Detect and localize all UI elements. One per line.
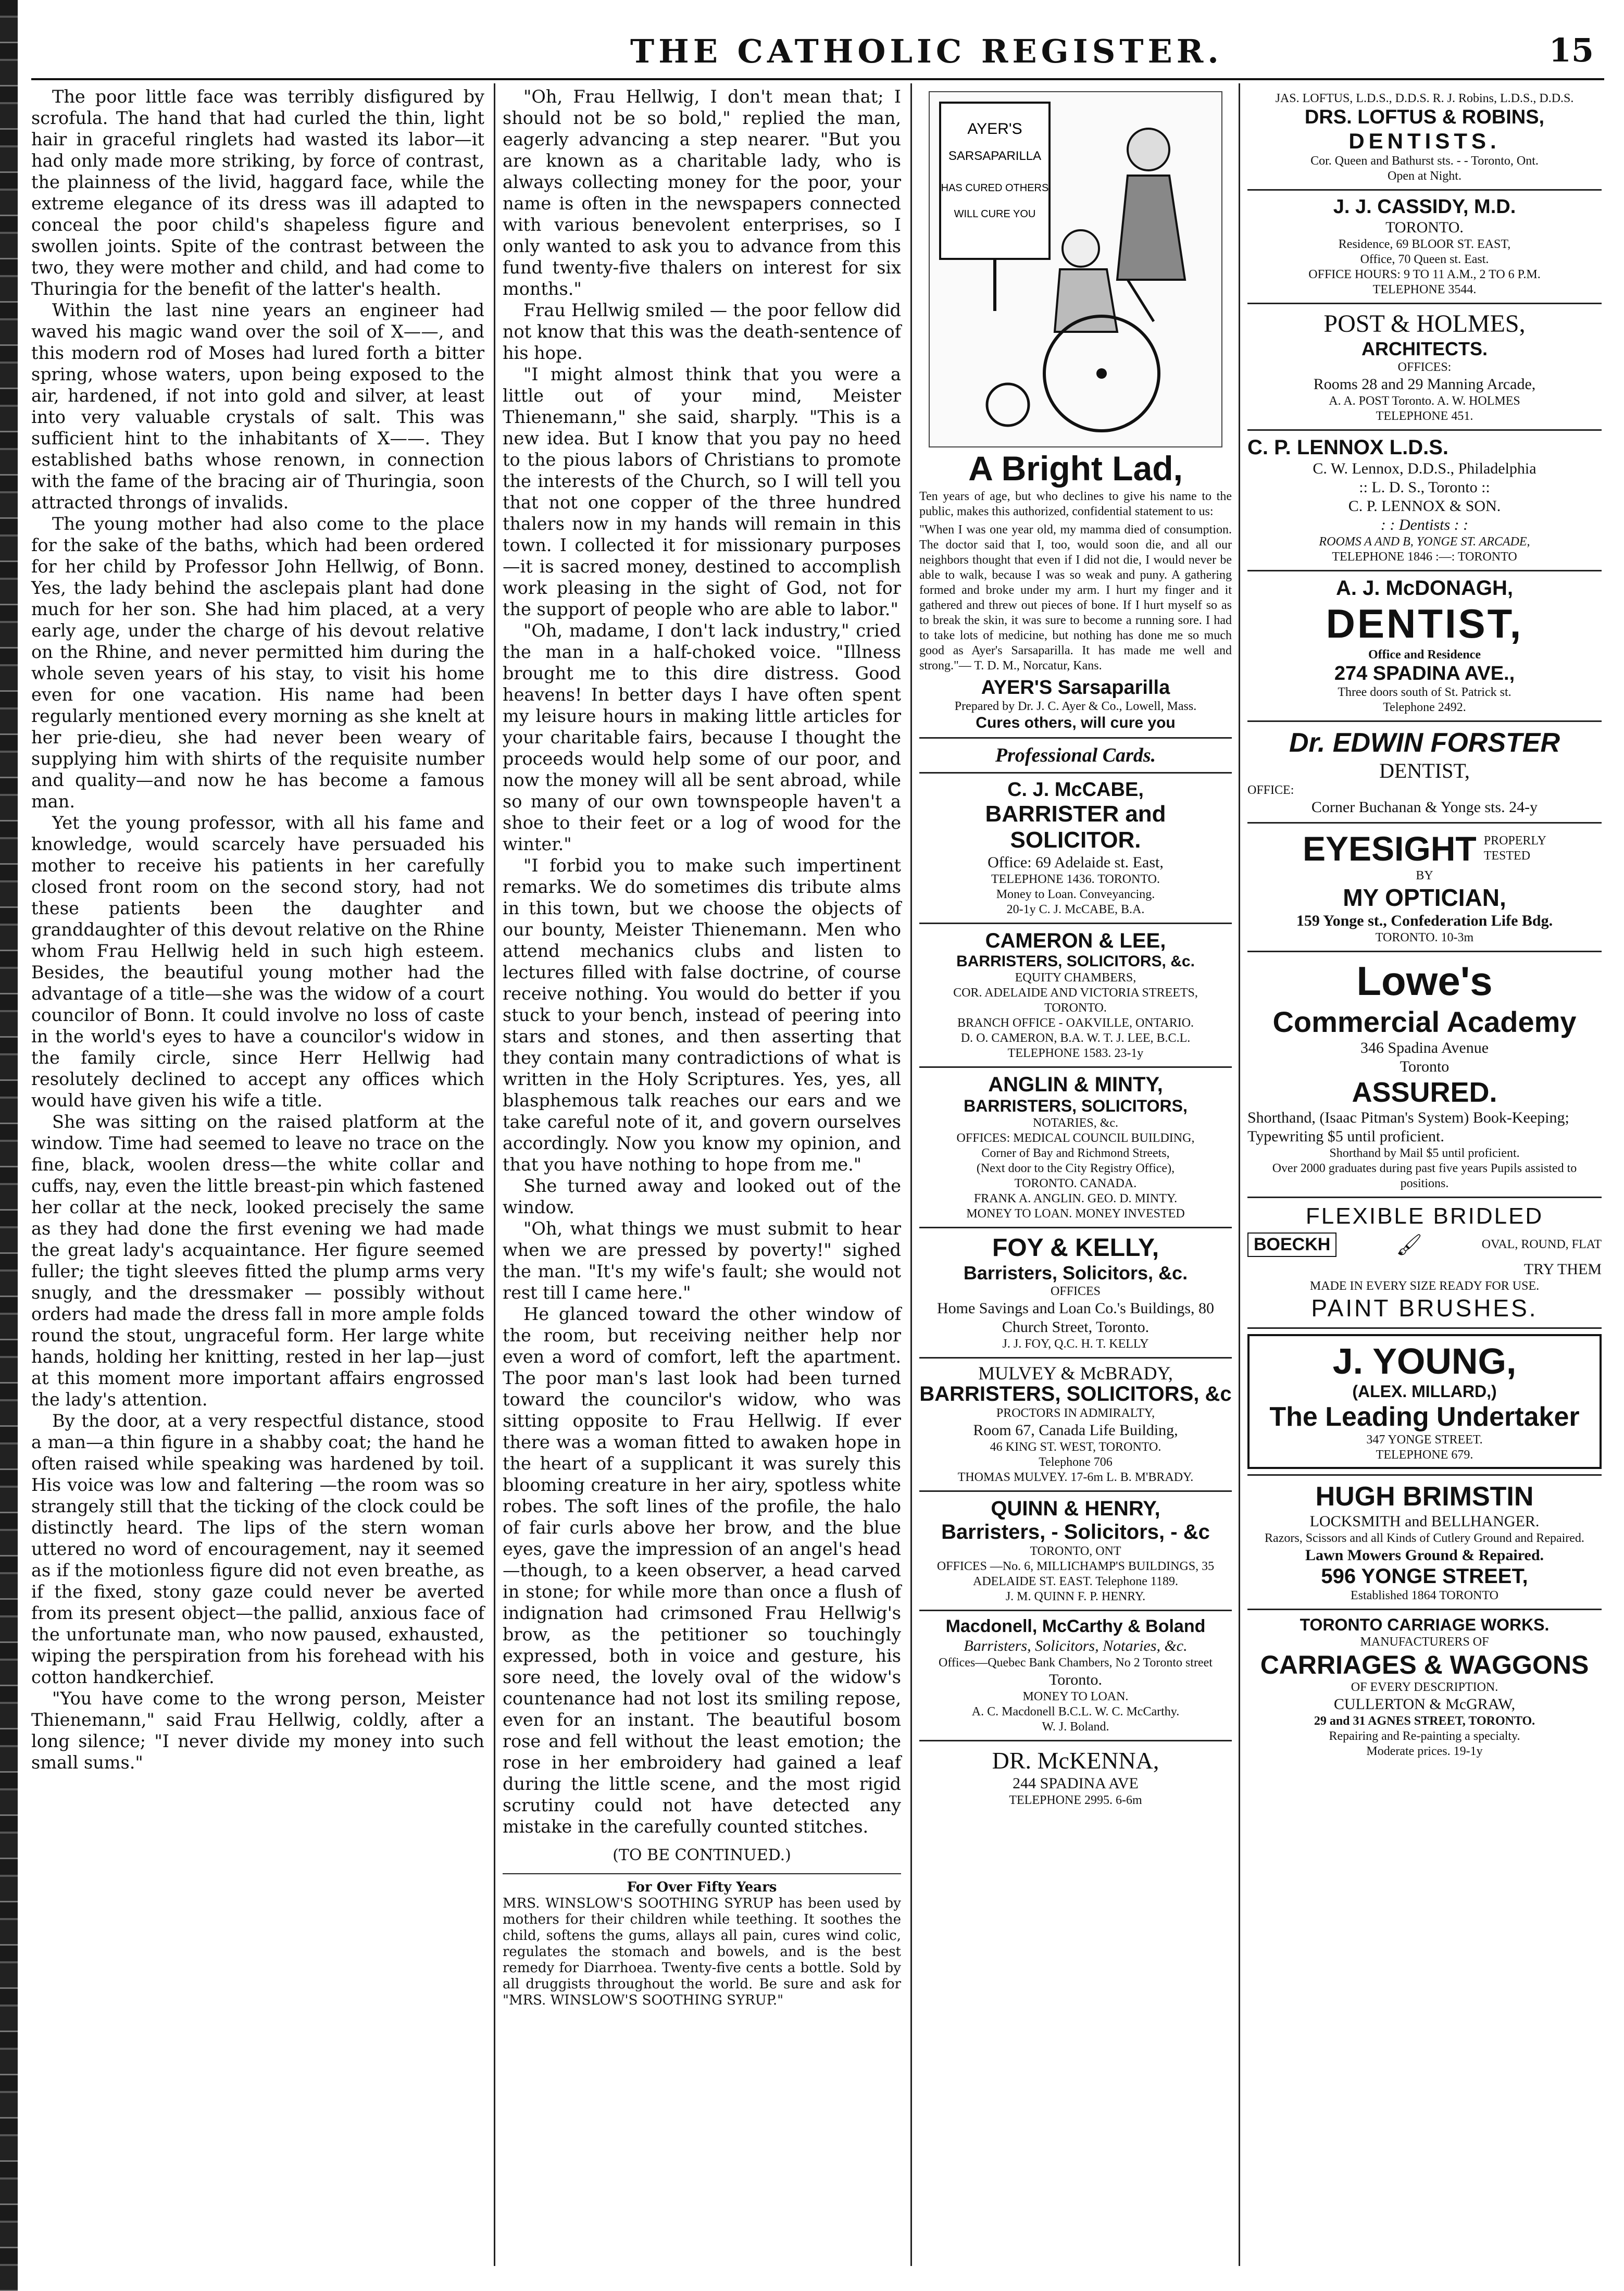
story-column-1 [31, 86, 484, 1773]
ad-line: TESTED [1483, 849, 1531, 863]
ad-name: DRS. LOFTUS & ROBINS, [1304, 106, 1545, 128]
ad-name: Lowe's [1356, 958, 1493, 1004]
card-line: BRANCH OFFICE - OAKVILLE, ONTARIO. [957, 1016, 1194, 1030]
ad-line: Office and Residence [1368, 648, 1481, 662]
paragraph: She was sitting on the raised platform at the window. Time had seemed to leave no trace on the fine, black, woolen dress—the white collar and cuffs, nay, even the little breast-pin which fastened her collar at the neck, looked precisely the same as they had done the first evening we had made the great lady's acquaintance. Her figure seemed fuller; the tight sleeves fitted the plump arms very snugly, and the dressmaker — possibly without orders had made the dress fall in more ample folds round the stout, ungraceful form. Her large white hands, holding her knitting, rested in her lap—just at this moment more important affairs engrossed the lady's attention. [31, 1112, 484, 1410]
ad-subtitle: ASSURED. [1352, 1077, 1497, 1108]
card-line: D. O. CAMERON, B.A. W. T. J. LEE, B.C.L. [960, 1031, 1191, 1045]
ad-title: MY OPTICIAN, [1343, 884, 1506, 911]
ad-name: POST & HOLMES, [1323, 310, 1526, 338]
ad-title: LOCKSMITH and BELLHANGER. [1309, 1513, 1540, 1530]
paragraph: He glanced toward the other window of the room, but receiving neither help nor even a word of comfort, left the apartment. The poor man's last look had been turned toward the councilor's widow, who was sitting opposite to Frau Hellwig. If ever there was a woman fitted to awaken hope in the heart of a supplicant it was surely this blooming creature in her airy, spotless white robes. The soft lines of the profile, the halo of fair curls above her brow, and the blue eyes, gave the impression of an angel's head—though, to a keen observer, a head carved in stone; for while more than once a flush of indignation had crimsoned Frau Hellwig's brow, as the petitioner so touchingly expressed, both in voice and gesture, his sore need, the lovely oval of the widow's countenance had not lost its smiling repose, even for an instant. The beautiful bosom rose and fell without the least emotion; the rose in her embroidery had gained a leaf during the little scene, and the most rigid scrutiny could not have detected any mistake in the carefully counted stitches. [503, 1304, 901, 1837]
brush-brand: BOECKH [1247, 1232, 1336, 1257]
ad-line: TELEPHONE 3544. [1372, 283, 1477, 296]
paragraph: She turned away and looked out of the window. [503, 1176, 901, 1217]
ad-line: OF EVERY DESCRIPTION. [1351, 1680, 1498, 1694]
card-name: FOY & KELLY, [992, 1234, 1159, 1262]
ad-line: OFFICE: [1247, 783, 1294, 797]
card-title: Barristers, - Solicitors, - &c [941, 1521, 1210, 1543]
card-title: Barristers, Solicitors, &c. [963, 1262, 1188, 1284]
ayers-intro: Ten years of age, but who declines to give his name to the public, makes this authorized, confidential statement to us: [919, 490, 1232, 518]
ayers-illustration [929, 91, 1222, 447]
ad-name: EYESIGHT [1302, 829, 1477, 868]
column-rule [910, 83, 912, 2266]
ad-line: BY [1416, 869, 1433, 882]
ad-line: Shorthand, (Isaac Pitman's System) Book-Keeping; Typewriting $5 until proficient. [1247, 1109, 1569, 1145]
ad-line: Lawn Mowers Ground & Repaired. [1305, 1547, 1544, 1564]
card-line: TELEPHONE 1436. TORONTO. [991, 873, 1160, 886]
ayers-maker: Prepared by Dr. J. C. Ayer & Co., Lowell, Mass. [954, 700, 1197, 713]
ad-line: Established 1864 TORONTO [1350, 1589, 1498, 1602]
scan-edge [0, 0, 18, 2291]
ad-line: Rooms 28 and 29 Manning Arcade, [1313, 376, 1536, 393]
card-title: BARRISTERS, SOLICITORS, &c. [956, 953, 1195, 970]
ayers-headline: A Bright Lad, [968, 449, 1183, 488]
ad-title: The Leading Undertaker [1269, 1402, 1580, 1432]
card-title: BARRISTERS, SOLICITORS, &c [919, 1383, 1232, 1405]
story-column-2 [503, 86, 901, 2009]
page-number: 15 [1548, 31, 1594, 69]
ad-mcdonagh [1247, 571, 1602, 722]
card-line: EQUITY CHAMBERS, [1015, 971, 1136, 985]
card-title: Barristers, Solicitors, Notaries, &c. [964, 1637, 1188, 1654]
ayers-slogan: Cures others, will cure you [976, 714, 1176, 731]
ad-line: Shorthand by Mail $5 until proficient. [1329, 1147, 1520, 1160]
card-mulvey-mcbrady [919, 1359, 1232, 1492]
ad-line: CULLERTON & McGRAW, [1333, 1696, 1516, 1713]
card-line: 46 KING ST. WEST, TORONTO. [990, 1440, 1161, 1454]
ad-line: MADE IN EVERY SIZE READY FOR USE. [1309, 1279, 1540, 1293]
card-line: THOMAS MULVEY. 17-6m L. B. M'BRADY. [957, 1471, 1194, 1484]
card-name: DR. McKENNA, [992, 1747, 1159, 1774]
card-line: TELEPHONE 2995. 6-6m [1009, 1794, 1142, 1807]
ayers-quote: "When I was one year old, my mamma died of consumption. The doctor said that I, too, would soon die, and all our neighbors thought that even if I did not die, I would never be able to walk, because I was so weak and puny. A gathering formed and broke under my arm. I hurt my finger and it gathered and threw out pieces of bone. If I hurt myself so as to break the skin, it was sure to become a running sore. I had to take lots of medicine, but nothing has done me so much good as Ayer's Sarsaparilla. It has made me well and strong."— T. D. M., Norcatur, Kans. [919, 523, 1232, 673]
card-line: COR. ADELAIDE AND VICTORIA STREETS, [953, 986, 1198, 1000]
card-name: MULVEY & McBRADY, [978, 1363, 1173, 1384]
ayers-ad [919, 86, 1232, 739]
card-name: CAMERON & LEE, [985, 929, 1166, 952]
card-line: FRANK A. ANGLIN. GEO. D. MINTY. [973, 1192, 1178, 1205]
ad-post-holmes [1247, 304, 1602, 431]
card-line: MONEY TO LOAN. [1022, 1690, 1129, 1703]
ad-name: A. J. McDONAGH, [1335, 577, 1514, 600]
ad-line: Office, 70 Queen st. East. [1360, 253, 1489, 266]
card-line: OFFICES: MEDICAL COUNCIL BUILDING, [956, 1131, 1195, 1145]
card-name: Macdonell, McCarthy & Boland [945, 1616, 1206, 1636]
ads-column-3 [919, 86, 1232, 1813]
ad-loftus-robins [1247, 86, 1602, 191]
sign-line: SARSAPARILLA [948, 149, 1042, 163]
ad-line: A. A. POST Toronto. A. W. HOLMES [1329, 394, 1520, 408]
winslow-ad [503, 1873, 901, 2009]
ad-line: C. W. Lennox, D.D.S., Philadelphia [1313, 460, 1536, 477]
card-line: NOTARIES, &c. [1032, 1116, 1119, 1130]
sign-line: HAS CURED OTHERS [941, 182, 1049, 194]
card-line: PROCTORS IN ADMIRALTY, [996, 1406, 1155, 1420]
paragraph: Yet the young professor, with all his fame and knowledge, would scarcely have persuaded his mother to receive his patients in her carefully closed front room on the second story, had not these patients been the daughter and granddaughter of this devout relative on the Rhine whom Frau Hellwig held in such high esteem. Besides, the beautiful young mother had the advantage of a title—she was the widow of a court councilor of Bonn. It could involve no loss of caste in the world's eyes to have a councilor's widow in the family circle, since Herr Hellwig had resolutely declined to accept any offices which would have given his wife a title. [31, 813, 484, 1111]
ad-name: J. YOUNG, [1332, 1341, 1517, 1381]
ad-line: TORONTO. [1385, 219, 1464, 236]
wheelchair-illustration-icon [930, 92, 1221, 446]
card-foy-kelly [919, 1228, 1232, 1359]
card-line: Corner of Bay and Richmond Streets, [981, 1147, 1170, 1160]
winslow-ad-head: For Over Fifty Years [627, 1879, 777, 1895]
ad-line: Over 2000 graduates during past five years Pupils assisted to positions. [1272, 1162, 1577, 1190]
column-rule [1239, 83, 1240, 2266]
ad-line: 596 YONGE STREET, [1321, 1565, 1528, 1588]
ad-line: Razors, Scissors and all Kinds of Cutlery Ground and Repaired. [1265, 1532, 1584, 1545]
card-line: OFFICES —No. 6, MILLICHAMP'S BUILDINGS, 35 ADELAIDE ST. EAST. Telephone 1189. [936, 1560, 1215, 1588]
ad-name: J. J. CASSIDY, M.D. [1333, 196, 1516, 218]
ad-title: Commercial Academy [1272, 1005, 1577, 1038]
ad-line: OFFICE HOURS: 9 TO 11 A.M., 2 TO 6 P.M. [1308, 268, 1541, 281]
ad-line: Residence, 69 BLOOR ST. EAST, [1338, 238, 1511, 251]
card-title: BARRISTERS, SOLICITORS, [964, 1097, 1188, 1115]
card-line: J. J. FOY, Q.C. H. T. KELLY [1002, 1337, 1149, 1351]
paragraph: "Oh, Frau Hellwig, I don't mean that; I should not be so bold," replied the man, eagerly advancing a step nearer. "But you are known as a charitable lady, who is always collecting money for the poor, your name is often in the newspapers connected with various benevolent enterprises, so I only wanted to ask you to advance from this fund twenty-five thalers on interest for six months." [503, 86, 901, 299]
paragraph: Within the last nine years an engineer had waved his magic wand over the soil of X——, and this modern rod of Moses had lured forth a bitter spring, whose waters, upon being exposed to the air, hardened, if not into gold and silver, at least into very valuable crystals of salt. This was sufficient hint to the inhabitants of X——. They established baths whose renown, in connection with the fame of the bracing air of Thuringia, soon attracted throngs of invalids. [31, 300, 484, 513]
ad-line: Cor. Queen and Bathurst sts. - - Toronto, Ont. [1310, 154, 1539, 168]
ad-line: TORONTO. 10-3m [1375, 931, 1474, 944]
ad-line: (ALEX. MILLARD,) [1352, 1382, 1497, 1401]
sign-line: WILL CURE YOU [954, 208, 1036, 220]
card-line: Toronto. [1048, 1671, 1103, 1688]
paragraph: "I forbid you to make such impertinent remarks. We do sometimes dis tribute alms in this town, but we choose the objects of our bounty, Meister Thienemann. Men who attend mechanics clubs and listen to lectures filled with false doctrine, of course receive nothing. You would do better if you stuck to your bench, instead of peering into stars and stones, and then asserting that they contain many contradictions of what is written in the Holy Scriptures. Yes, yes, all blasphemous talk reaches our ears and we take careful note of it, and govern ourselves accordingly. Now you know my opinion, and that you have nothing to hope from me." [503, 855, 901, 1175]
continued-note: (TO BE CONTINUED.) [613, 1846, 791, 1864]
ad-line: Moderate prices. 19-1y [1366, 1745, 1483, 1758]
ad-line: :: L. D. S., Toronto :: [1359, 479, 1490, 496]
card-mckenna [919, 1741, 1232, 1813]
card-line: TORONTO, ONT [1030, 1545, 1121, 1558]
ads-column-4 [1247, 86, 1602, 1764]
card-line: Home Savings and Loan Co.'s Buildings, 80 Church Street, Toronto. [936, 1300, 1215, 1336]
card-line: OFFICES [1050, 1285, 1101, 1298]
paragraph: "You have come to the wrong person, Meister Thienemann," said Frau Hellwig, coldly, after a long silence; "I never divide my money into such small sums." [31, 1688, 484, 1773]
ad-name: Dr. EDWIN FORSTER [1289, 728, 1560, 758]
ad-boeckh [1247, 1198, 1602, 1329]
card-mccabe [919, 774, 1232, 924]
winslow-ad-body: MRS. WINSLOW'S SOOTHING SYRUP has been used by mothers for their children while teething. It soothes the child, softens the gums, allays all pain, cures wind colic, regulates the stomach and bowels, and is the best remedy for Diarrhoea. Twenty-five cents a bottle. Sold by all druggists throughout the world. Be sure and ask for "MRS. WINSLOW'S SOOTHING SYRUP." [503, 1896, 901, 2008]
ad-line: 29 and 31 AGNES STREET, TORONTO. [1314, 1714, 1535, 1728]
ad-carriage-works [1247, 1610, 1602, 1764]
ad-line: TELEPHONE 1846 :—: TORONTO [1332, 550, 1517, 564]
card-line: Telephone 706 [1039, 1455, 1113, 1469]
ad-line: Telephone 2492. [1383, 701, 1466, 714]
ad-title: ARCHITECTS. [1361, 338, 1488, 359]
card-line: TORONTO. [1044, 1001, 1107, 1015]
card-line: W. J. Boland. [1042, 1720, 1109, 1734]
masthead [31, 21, 1604, 80]
professional-cards-head: Professional Cards. [919, 739, 1232, 774]
paragraph: By the door, at a very respectful distance, stood a man—a thin figure in a shabby coat; the hand he often raised while speaking was hardened by toil. His voice was low and faltering —the room was so strangely still that the ticking of the clock could be distinctly heard. The lips of the stern woman uttered no word of encouragement, nay it seemed as if the motionless figure did not even breathe, as if the fixed, stony gaze could never be averted from its present object—the pallid, anxious face of the unfortunate man, who now paused, exhausted, wiping the perspiration from his forehead with his cotton handkerchief. [31, 1411, 484, 1687]
ad-name: C. P. LENNOX L.D.S. [1247, 436, 1448, 459]
card-line: Room 67, Canada Life Building, [973, 1422, 1178, 1439]
ad-line: Open at Night. [1388, 169, 1461, 183]
ad-lennox [1247, 431, 1602, 571]
card-line: (Next door to the City Registry Office), [976, 1162, 1175, 1175]
ad-line: TORONTO CARRIAGE WORKS. [1300, 1615, 1550, 1634]
card-quinn-henry [919, 1492, 1232, 1611]
ad-brimstin [1247, 1476, 1602, 1610]
card-line: A. C. Macdonell B.C.L. W. C. McCarthy. [971, 1705, 1180, 1719]
paragraph: The young mother had also come to the place for the sake of the baths, which had been ordered for her child by Professor John Hellwig, of Bonn. Yes, the lady behind the asclepais plant had done much for her son. She had him placed, at a very early age, under the charge of his devout relative on the Rhine, and never permitted him during the whole seven years of his stay, to visit his home even for one vacation. His name had been regularly mentioned every morning as she knelt at her prie-dieu, she had never been weary of supplying him with shirts of the requisite number and quality—and now he has become a famous man. [31, 514, 484, 812]
ad-line: : : Dentists : : [1380, 516, 1469, 533]
card-title: 244 SPADINA AVE [1013, 1775, 1139, 1792]
ad-line: TRY THEM [1523, 1261, 1602, 1278]
ad-young [1247, 1329, 1602, 1476]
ad-eyesight [1247, 824, 1602, 952]
card-name: ANGLIN & MINTY, [988, 1073, 1163, 1096]
card-cameron-lee [919, 924, 1232, 1068]
card-line: Office: 69 Adelaide st. East, [988, 854, 1164, 871]
newspaper-page [31, 21, 1604, 2276]
paragraph: "I might almost think that you were a little out of your mind, Meister Thienemann," she said, sharply. "This is a new idea. But I know that you pay no heed to the pious labors of Christians to promote the interests of the Church, so I will tell you that not one copper of the three hundred thalers now in my hands will remain in this town. I collected it for missionary purposes—it is sacred money, destined to accomplish work pleasing in the sight of God, not for the support of people who are able to labor." [503, 364, 901, 619]
ad-name: HUGH BRIMSTIN [1315, 1481, 1534, 1512]
ad-line: OVAL, ROUND, FLAT [1481, 1238, 1602, 1251]
ad-line: TELEPHONE 451. [1376, 409, 1473, 423]
ad-line: MANUFACTURERS OF [1360, 1635, 1489, 1649]
card-line: MONEY TO LOAN. MONEY INVESTED [966, 1207, 1185, 1221]
ad-line: Corner Buchanan & Yonge sts. 24-y [1311, 799, 1538, 816]
card-line: J. M. QUINN F. P. HENRY. [1005, 1590, 1146, 1603]
ad-title: DENTISTS. [1348, 129, 1501, 153]
card-line: TORONTO. CANADA. [1014, 1177, 1137, 1190]
ad-line: Three doors south of St. Patrick st. [1338, 686, 1511, 699]
ayers-product: AYER'S Sarsaparilla [981, 677, 1170, 699]
ad-line: 347 YONGE STREET. [1366, 1433, 1483, 1447]
ad-line: Repairing and Re-painting a specialty. [1329, 1729, 1520, 1743]
ad-line: 159 Yonge st., Confederation Life Bdg. [1296, 912, 1553, 929]
card-macdonell-mccarthy [919, 1611, 1232, 1741]
page-title: THE CATHOLIC REGISTER. [630, 32, 1223, 70]
ad-title: PAINT BRUSHES. [1311, 1294, 1538, 1322]
card-title: BARRISTER and SOLICITOR. [985, 801, 1166, 853]
column-rule [494, 83, 495, 2266]
ad-forster [1247, 722, 1602, 824]
ad-line: OFFICES: [1397, 360, 1452, 374]
ad-line: PROPERLY [1483, 834, 1547, 848]
card-name: C. J. McCABE, [1007, 779, 1144, 801]
card-line: Offices—Quebec Bank Chambers, No 2 Toronto street [939, 1656, 1213, 1670]
card-name: QUINN & HENRY, [991, 1497, 1160, 1520]
ad-title: DENTIST, [1326, 601, 1523, 646]
ad-line: FLEXIBLE BRIDLED [1305, 1203, 1544, 1229]
ad-line: ROOMS A AND B, YONGE ST. ARCADE, [1319, 535, 1530, 549]
card-anglin-minty [919, 1068, 1232, 1228]
ad-lowes [1247, 952, 1602, 1198]
sign-line: AYER'S [967, 120, 1022, 138]
ad-title: DENTIST, [1379, 759, 1470, 782]
card-line: 20-1y C. J. McCABE, B.A. [1006, 903, 1145, 916]
ad-line: JAS. LOFTUS, L.D.S., D.D.S. R. J. Robins, L.D.S., D.D.S. [1275, 92, 1574, 105]
ad-name: CARRIAGES & WAGGONS [1260, 1650, 1589, 1679]
ad-line: Toronto [1400, 1058, 1450, 1075]
card-line: Money to Loan. Conveyancing. [996, 888, 1155, 901]
ad-line: C. P. LENNOX & SON. [1348, 497, 1501, 515]
ad-cassidy [1247, 191, 1602, 304]
ad-line: 274 SPADINA AVE., [1334, 663, 1515, 684]
paragraph: "Oh, what things we must submit to hear when we are pressed by poverty!" sighed the man. "It's my wife's fault; she would not rest till I came here." [503, 1218, 901, 1303]
ad-line: 346 Spadina Avenue [1360, 1039, 1489, 1056]
paragraph: Frau Hellwig smiled — the poor fellow did not know that this was the death-sentence of his hope. [503, 300, 901, 363]
brush-icon: 🖌 [1396, 1233, 1422, 1256]
card-line: TELEPHONE 1583. 23-1y [1007, 1047, 1144, 1060]
paragraph: "Oh, madame, I don't lack industry," cried the man in a half-choked voice. "Illness brought me to this dire distress. Good heavens! In better days I have often spent my leisure hours in making little articles for your charitable fairs, because I thought the proceeds would help some of our poor, and now the money will all be sent abroad, while so many of our own townspeople haven't a shoe to their feet or a log of wood for the winter." [503, 620, 901, 854]
paragraph: The poor little face was terribly disfigured by scrofula. The hand that had curled the thin, light hair in graceful ringlets had wasted its labor—it had only made more striking, by force of contrast, the plainness of the livid, haggard face, while the extreme elegance of its dress was ill adapted to conceal the poor child's shapeless figure and swollen joints. Spite of the contrast between the two, they were mother and child, and had come to Thuringia for the benefit of the latter's health. [31, 86, 484, 299]
ad-line: TELEPHONE 679. [1376, 1448, 1473, 1462]
